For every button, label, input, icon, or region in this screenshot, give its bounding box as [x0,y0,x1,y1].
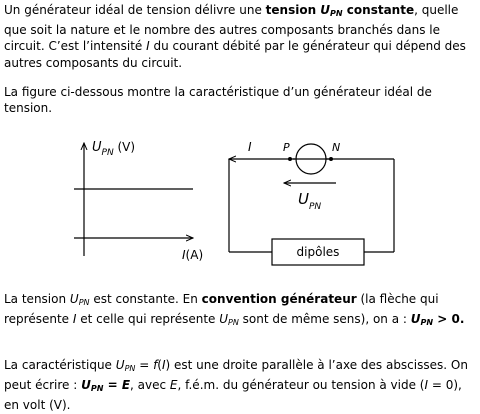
x-label-unit: (A) [185,248,204,262]
terminal-p-label: P [283,141,290,154]
variable-u: U [219,312,229,327]
y-label-var: U [92,140,102,155]
y-axis-label [92,140,135,158]
variable-u-bold: U [81,378,91,393]
text-run: sont de même sens), on a : [238,312,411,327]
text-run-bold: constante [342,3,415,17]
characteristic-paragraph [4,357,476,414]
subscript-pn: PN [420,318,434,328]
text-run: ) est une droite parallèle à l’axe des abscisses. On peut écrire : [4,358,468,393]
variable-u: U [115,358,125,372]
text-run-bold: tension [265,3,321,17]
voltage-sub: PN [308,202,322,212]
x-label-var: I [182,248,186,262]
terminal-p-dot [288,157,292,161]
text-run-bold: > 0. [433,312,465,327]
text-run: La figure ci-dessous montre la caractéristique d’un générateur idéal de tension. [4,85,432,116]
variable-u: U [69,292,79,306]
x-axis-label [182,248,203,262]
circuit-diagram [229,140,394,265]
text-run: (la flèche qui représente [4,292,439,327]
voltage-var: U [298,190,309,208]
variable-i: I [72,312,77,327]
text-run: , avec [130,378,170,393]
text-run-bold: convention générateur [201,292,357,306]
subscript-pn: PN [124,364,136,373]
current-label: I [248,140,252,154]
equation-bold: = E [103,378,131,393]
variable-u-bold: U [410,312,421,327]
characteristic-graph [74,140,203,262]
subscript-pn: PN [90,384,104,394]
text-run: La caractéristique [4,358,116,372]
variable-i: I [424,378,429,393]
variable-u-bold: U [320,3,331,17]
terminal-n-dot [329,157,333,161]
text-run: est constante. En [89,292,202,306]
text-run: , f.é.m. du générateur ou tension à vide ( [177,378,425,393]
text-run: du courant débité par le générateur qui dépend des autres composants du circuit. [4,39,466,70]
terminal-n-label: N [332,141,341,154]
text-run: Un générateur idéal de tension délivre une [4,3,266,17]
variable-i: I [146,39,150,54]
text-run: , quelle que soit la nature et le nombre des autres composants branchés dans le circuit. C’est l’intensité [4,3,459,54]
y-label-sub: PN [101,148,114,158]
text-run: La tension [4,292,70,306]
text-run: et celle qui représente [76,312,220,327]
variable-i: I [161,358,166,372]
dipoles-label: dipôles [296,245,340,259]
subscript-pn: PN [228,318,239,328]
y-label-unit: (V) [113,140,136,154]
subscript-pn: PN [330,9,343,18]
text-run: = [135,358,154,372]
text-run: = 0), en volt (V). [4,378,462,413]
variable-f: f [153,358,158,372]
text-run: ( [157,358,162,372]
subscript-pn: PN [78,298,90,307]
variable-e: E [169,378,178,393]
convention-paragraph [4,291,476,331]
voltage-label [298,190,321,212]
